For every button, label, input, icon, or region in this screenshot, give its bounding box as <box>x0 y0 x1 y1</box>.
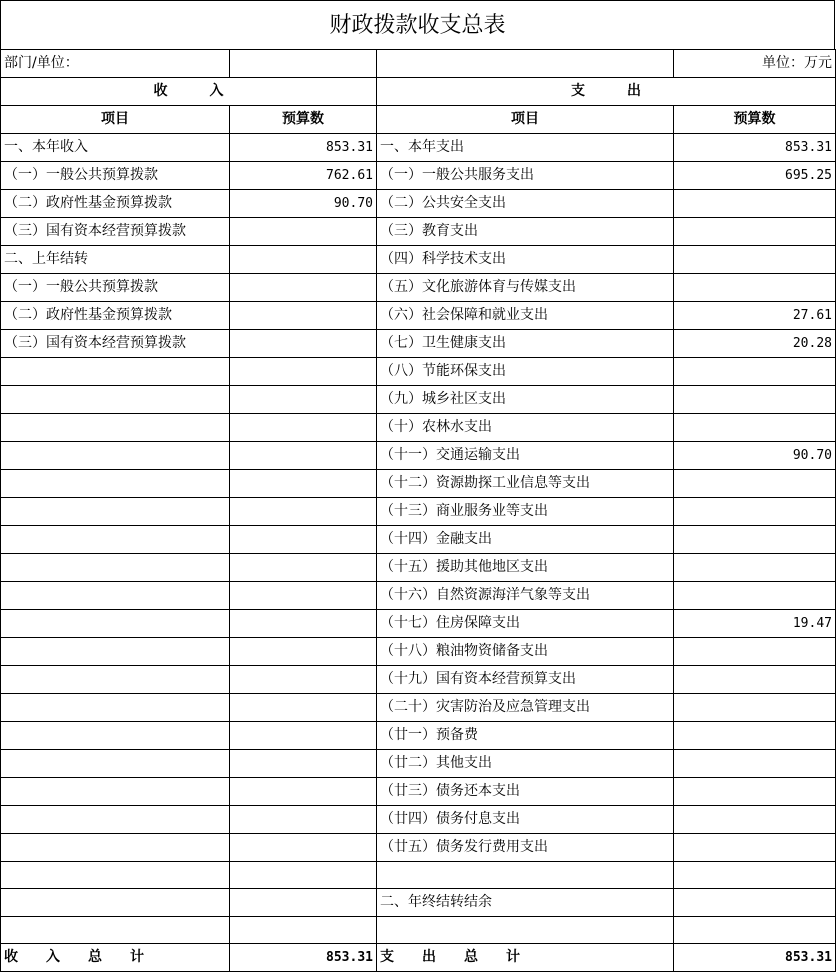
income-value-cell <box>230 218 377 246</box>
expense-value-cell <box>674 917 836 944</box>
expense-item-cell: （十二）资源勘探工业信息等支出 <box>377 470 674 498</box>
expense-item-cell: （十七）住房保障支出 <box>377 610 674 638</box>
table-row <box>1 218 836 246</box>
income-item-cell <box>1 666 230 694</box>
expense-item-cell: （十九）国有资本经营预算支出 <box>377 666 674 694</box>
expense-value-cell <box>674 778 836 806</box>
expense-value-cell <box>674 498 836 526</box>
expense-item-cell: （二）公共安全支出 <box>377 190 674 218</box>
income-value-cell <box>230 778 377 806</box>
income-value-cell <box>230 330 377 358</box>
expense-item-cell: （廿五）债务发行费用支出 <box>377 834 674 862</box>
table-row <box>1 414 836 442</box>
expense-value-cell <box>674 246 836 274</box>
table-row <box>1 386 836 414</box>
expense-item-header: 项目 <box>377 106 674 134</box>
table-row <box>1 806 836 834</box>
table-row <box>1 750 836 778</box>
expense-item-cell: （七）卫生健康支出 <box>377 330 674 358</box>
table-row <box>1 638 836 666</box>
dept-label: 部门/单位： <box>1 50 230 78</box>
section-header-row <box>1 78 836 106</box>
income-item-cell <box>1 889 230 917</box>
income-value-cell <box>230 526 377 554</box>
income-item-cell <box>1 470 230 498</box>
table-row <box>1 190 836 218</box>
income-value-cell <box>230 274 377 302</box>
income-value-cell <box>230 386 377 414</box>
income-item-cell: 二、上年结转 <box>1 246 230 274</box>
expense-item-cell: （八）节能环保支出 <box>377 358 674 386</box>
income-item-cell: （二）政府性基金预算拨款 <box>1 190 230 218</box>
expense-item-cell: （廿二）其他支出 <box>377 750 674 778</box>
expense-value-cell <box>674 862 836 889</box>
income-item-cell <box>1 386 230 414</box>
income-item-cell: 一、本年收入 <box>1 134 230 162</box>
table-row <box>1 498 836 526</box>
income-value-cell <box>230 414 377 442</box>
table-row <box>1 134 836 162</box>
income-value-cell <box>230 302 377 330</box>
income-value-cell <box>230 358 377 386</box>
expense-value-cell <box>674 889 836 917</box>
income-total-value: 853.31 <box>230 944 377 972</box>
income-value-cell <box>230 582 377 610</box>
income-item-cell <box>1 610 230 638</box>
income-item-cell <box>1 498 230 526</box>
income-value-cell <box>230 889 377 917</box>
expense-value-cell <box>674 806 836 834</box>
expense-value-cell <box>674 386 836 414</box>
column-header-row <box>1 106 836 134</box>
expense-item-cell: （十六）自然资源海洋气象等支出 <box>377 582 674 610</box>
meta-blank-cell <box>377 50 674 78</box>
income-item-cell <box>1 358 230 386</box>
income-value-cell <box>230 554 377 582</box>
income-item-cell <box>1 554 230 582</box>
income-item-cell: （二）政府性基金预算拨款 <box>1 302 230 330</box>
income-item-cell <box>1 694 230 722</box>
expense-section-header: 支 出 <box>377 78 836 106</box>
income-value-cell <box>230 638 377 666</box>
income-item-cell <box>1 414 230 442</box>
expense-item-cell <box>377 917 674 944</box>
expense-total-value: 853.31 <box>674 944 836 972</box>
income-item-cell <box>1 778 230 806</box>
expense-item-cell: （一）一般公共服务支出 <box>377 162 674 190</box>
table-row <box>1 302 836 330</box>
expense-value-cell <box>674 834 836 862</box>
income-total-label: 收 入 总 计 <box>1 944 230 972</box>
income-value-cell <box>230 470 377 498</box>
income-item-cell <box>1 862 230 889</box>
expense-value-cell <box>674 722 836 750</box>
table-row <box>1 246 836 274</box>
table-row <box>1 722 836 750</box>
income-item-cell <box>1 442 230 470</box>
income-item-cell: （三）国有资本经营预算拨款 <box>1 330 230 358</box>
income-budget-header: 预算数 <box>230 106 377 134</box>
expense-item-cell: 一、本年支出 <box>377 134 674 162</box>
expense-value-cell <box>674 218 836 246</box>
expense-item-cell: （十）农林水支出 <box>377 414 674 442</box>
expense-value-cell <box>674 274 836 302</box>
income-value-cell <box>230 806 377 834</box>
income-value-cell <box>230 834 377 862</box>
expense-value-cell: 20.28 <box>674 330 836 358</box>
income-item-cell <box>1 526 230 554</box>
income-value-cell <box>230 666 377 694</box>
income-value-cell: 762.61 <box>230 162 377 190</box>
table-row <box>1 917 836 944</box>
expense-item-cell: （十八）粮油物资储备支出 <box>377 638 674 666</box>
income-item-cell <box>1 722 230 750</box>
dept-value-cell <box>230 50 377 78</box>
expense-value-cell: 695.25 <box>674 162 836 190</box>
income-value-cell <box>230 694 377 722</box>
income-value-cell: 90.70 <box>230 190 377 218</box>
expense-item-cell: （廿四）债务付息支出 <box>377 806 674 834</box>
table-row <box>1 834 836 862</box>
expense-total-label: 支 出 总 计 <box>377 944 674 972</box>
expense-item-cell: （十三）商业服务业等支出 <box>377 498 674 526</box>
income-item-cell <box>1 750 230 778</box>
income-value-cell <box>230 610 377 638</box>
expense-value-cell <box>674 666 836 694</box>
income-item-header: 项目 <box>1 106 230 134</box>
table-row <box>1 610 836 638</box>
table-row <box>1 442 836 470</box>
income-value-cell <box>230 442 377 470</box>
expense-item-cell: （五）文化旅游体育与传媒支出 <box>377 274 674 302</box>
expense-item-cell: （二十）灾害防治及应急管理支出 <box>377 694 674 722</box>
income-item-cell: （一）一般公共预算拨款 <box>1 162 230 190</box>
income-value-cell <box>230 862 377 889</box>
income-value-cell: 853.31 <box>230 134 377 162</box>
income-value-cell <box>230 750 377 778</box>
income-item-cell: （三）国有资本经营预算拨款 <box>1 218 230 246</box>
income-item-cell <box>1 582 230 610</box>
expense-budget-header: 预算数 <box>674 106 836 134</box>
table-row <box>1 470 836 498</box>
expense-value-cell <box>674 358 836 386</box>
table-row <box>1 862 836 889</box>
expense-item-cell: （十五）援助其他地区支出 <box>377 554 674 582</box>
unit-label: 单位：万元 <box>674 50 836 78</box>
expense-value-cell <box>674 414 836 442</box>
budget-table <box>0 49 836 972</box>
income-value-cell <box>230 917 377 944</box>
table-row <box>1 889 836 917</box>
income-item-cell: （一）一般公共预算拨款 <box>1 274 230 302</box>
income-value-cell <box>230 498 377 526</box>
expense-value-cell <box>674 694 836 722</box>
expense-item-cell: （十一）交通运输支出 <box>377 442 674 470</box>
income-item-cell <box>1 638 230 666</box>
expense-item-cell: （廿三）债务还本支出 <box>377 778 674 806</box>
expense-item-cell <box>377 862 674 889</box>
table-row <box>1 358 836 386</box>
table-row <box>1 694 836 722</box>
meta-row <box>1 50 836 78</box>
income-section-header: 收 入 <box>1 78 377 106</box>
page-title: 财政拨款收支总表 <box>0 0 835 49</box>
table-row <box>1 666 836 694</box>
expense-item-cell: （三）教育支出 <box>377 218 674 246</box>
table-row <box>1 274 836 302</box>
expense-value-cell <box>674 750 836 778</box>
expense-item-cell: （十四）金融支出 <box>377 526 674 554</box>
expense-item-cell: 二、年终结转结余 <box>377 889 674 917</box>
expense-item-cell: （四）科学技术支出 <box>377 246 674 274</box>
expense-value-cell: 27.61 <box>674 302 836 330</box>
income-item-cell <box>1 834 230 862</box>
expense-item-cell: （廿一）预备费 <box>377 722 674 750</box>
totals-row <box>1 944 836 972</box>
expense-value-cell <box>674 526 836 554</box>
table-row <box>1 778 836 806</box>
expense-value-cell: 19.47 <box>674 610 836 638</box>
expense-value-cell <box>674 638 836 666</box>
table-row <box>1 582 836 610</box>
expense-value-cell <box>674 582 836 610</box>
expense-value-cell <box>674 190 836 218</box>
income-value-cell <box>230 246 377 274</box>
expense-value-cell: 90.70 <box>674 442 836 470</box>
expense-value-cell <box>674 470 836 498</box>
table-row <box>1 554 836 582</box>
table-row <box>1 162 836 190</box>
table-row <box>1 526 836 554</box>
income-item-cell <box>1 917 230 944</box>
income-item-cell <box>1 806 230 834</box>
income-value-cell <box>230 722 377 750</box>
expense-value-cell <box>674 554 836 582</box>
expense-value-cell: 853.31 <box>674 134 836 162</box>
expense-item-cell: （九）城乡社区支出 <box>377 386 674 414</box>
table-row <box>1 330 836 358</box>
expense-item-cell: （六）社会保障和就业支出 <box>377 302 674 330</box>
